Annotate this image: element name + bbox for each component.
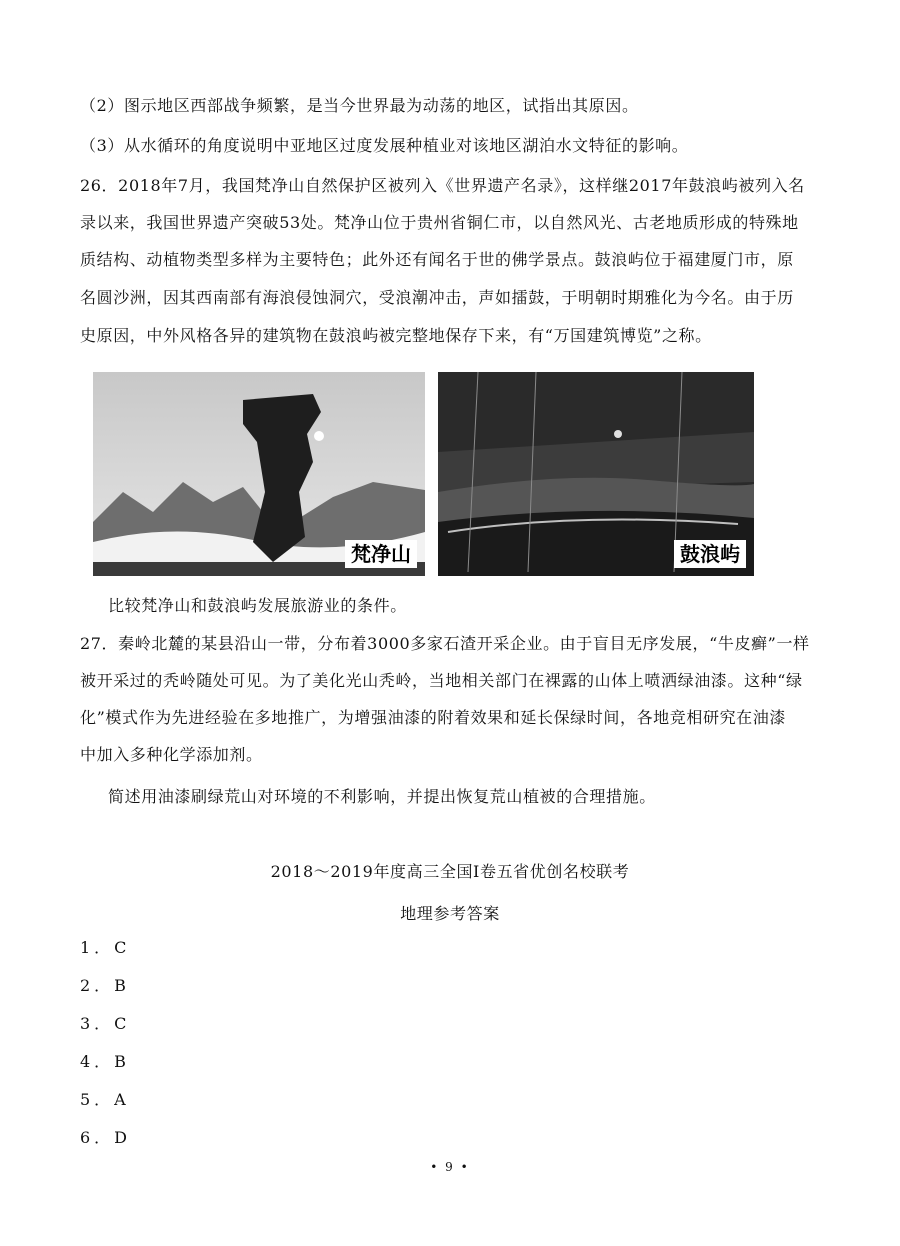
answer-item: 6．D — [80, 1128, 132, 1147]
q27-prompt: 简述用油漆刷绿荒山对环境的不利影响，并提出恢复荒山植被的合理措施。 — [108, 787, 656, 806]
answer-item: 5．A — [80, 1090, 130, 1109]
answer-item: 1．C — [80, 938, 131, 957]
q26-line-1: 26．2018年7月，我国梵净山自然保护区被列入《世界遗产名录》，这样继2017年鼓浪屿被列入名 — [80, 176, 805, 195]
q26-prompt: 比较梵净山和鼓浪屿发展旅游业的条件。 — [108, 596, 407, 615]
q26-line-2: 录以来，我国世界遗产突破53处。梵净山位于贵州省铜仁市，以自然风光、古老地质形成的特殊地 — [80, 213, 799, 232]
fanjingshan-photo — [93, 372, 425, 576]
q27-line-1: 27．秦岭北麓的某县沿山一带，分布着3000多家石渣开采企业。由于盲目无序发展，“牛皮癣”一样 — [80, 634, 810, 653]
answer-key-subtitle: 地理参考答案 — [400, 904, 500, 923]
gulangyu-photo — [438, 372, 754, 576]
q27-line-3: 化”模式作为先进经验在多地推广，为增强油漆的附着效果和延长保绿时间，各地竞相研究在油漆 — [80, 708, 786, 727]
q27-line-2: 被开采过的秃岭随处可见。为了美化光山秃岭，当地相关部门在裸露的山体上喷洒绿油漆。这种“绿 — [80, 671, 803, 690]
q27-line-4: 中加入多种化学添加剂。 — [80, 745, 263, 764]
answer-item: 3．C — [80, 1014, 131, 1033]
q26-line-3: 质结构、动植物类型多样为主要特色；此外还有闻名于世的佛学景点。鼓浪屿位于福建厦门市，原 — [80, 250, 794, 269]
q26-line-4: 名圆沙洲，因其西南部有海浪侵蚀洞穴，受浪潮冲击，声如擂鼓，于明朝时期雅化为今名。由于历 — [80, 288, 794, 307]
question-25-part3: （3）从水循环的角度说明中亚地区过度发展种植业对该地区湖泊水文特征的影响。 — [80, 136, 689, 155]
answer-item: 2．B — [80, 976, 130, 995]
page-number: • 9 • — [430, 1160, 470, 1174]
fanjingshan-caption: 梵净山 — [345, 540, 417, 568]
answer-item: 4．B — [80, 1052, 130, 1071]
gulangyu-caption: 鼓浪屿 — [674, 540, 746, 568]
q26-line-5: 史原因，中外风格各异的建筑物在鼓浪屿被完整地保存下来，有“万国建筑博览”之称。 — [80, 326, 712, 345]
question-25-part2: （2）图示地区西部战争频繁，是当今世界最为动荡的地区，试指出其原因。 — [80, 96, 639, 115]
answer-key-title: 2018～2019年度高三全国Ⅰ卷五省优创名校联考 — [270, 862, 630, 881]
